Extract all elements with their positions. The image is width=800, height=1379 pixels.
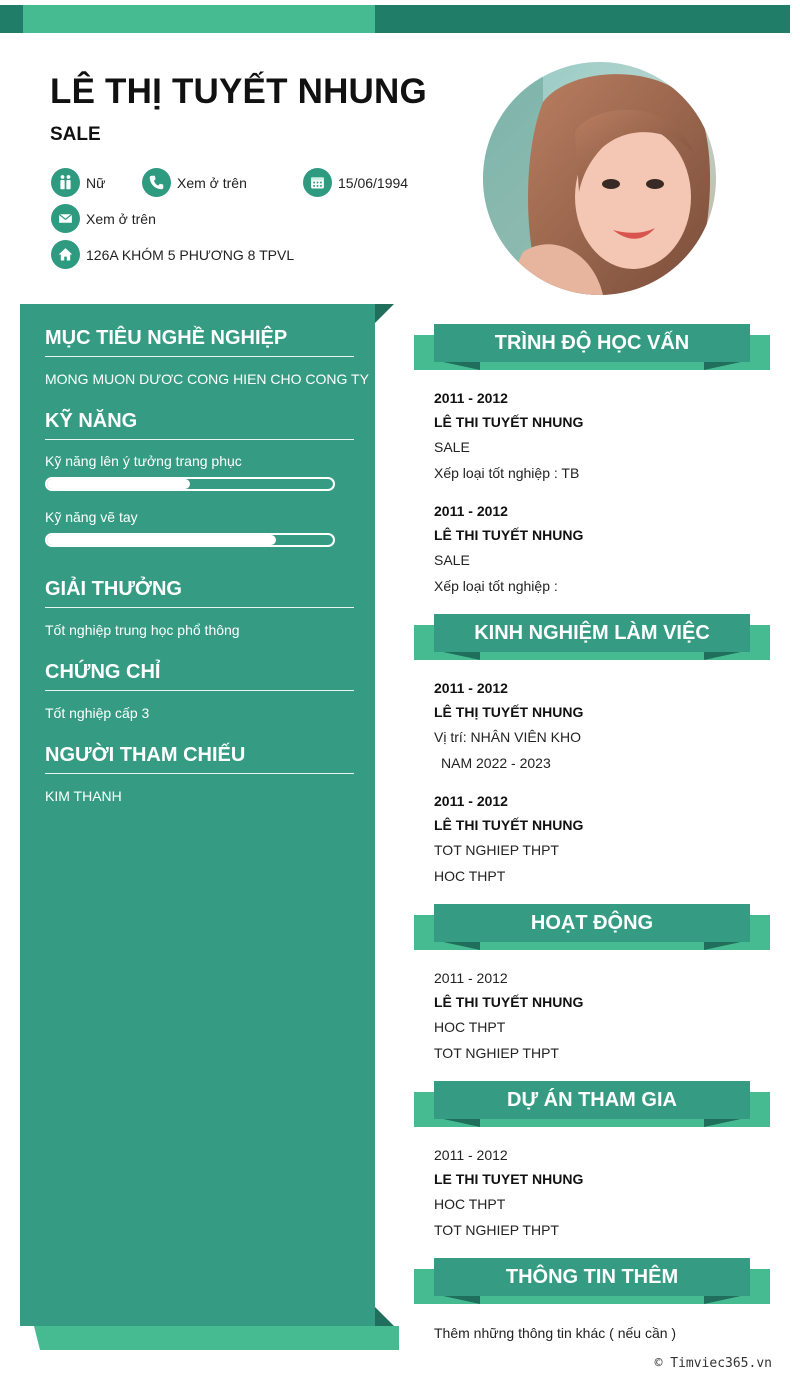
experience-time: 2011 - 2012 [434, 793, 508, 809]
education-line: SALE [434, 552, 470, 568]
top-bar-accent [23, 5, 375, 33]
email-icon [51, 204, 80, 233]
birthday-info [303, 168, 408, 197]
education-time: 2011 - 2012 [434, 390, 508, 406]
projects-line: HOC THPT [434, 1196, 506, 1212]
education-title: TRÌNH ĐỘ HỌC VẤN [434, 324, 750, 362]
phone-info [142, 168, 247, 197]
skill-bar [45, 533, 335, 547]
awards-text: Tốt nghiệp trung học phổ thông [45, 622, 240, 638]
certificates-title: CHỨNG CHỈ [45, 661, 354, 691]
home-icon [51, 240, 80, 269]
references-title: NGƯỜI THAM CHIẾU [45, 744, 354, 774]
phone-icon [142, 168, 171, 197]
certificates-text: Tốt nghiệp cấp 3 [45, 705, 150, 721]
objective-title: MỤC TIÊU NGHỀ NGHIỆP [45, 327, 354, 357]
left-column-fold [375, 304, 394, 323]
projects-name: LE THI TUYET NHUNG [434, 1171, 584, 1187]
activities-time: 2011 - 2012 [434, 970, 508, 986]
email-info [51, 204, 156, 233]
additional-title: THÔNG TIN THÊM [434, 1258, 750, 1296]
education-name: LÊ THI TUYẾT NHUNG [434, 414, 584, 430]
candidate-name: LÊ THỊ TUYẾT NHUNG [50, 72, 427, 111]
projects-time: 2011 - 2012 [434, 1147, 508, 1163]
projects-line: TOT NGHIEP THPT [434, 1222, 559, 1238]
top-bar [0, 5, 790, 33]
experience-line: TOT NGHIEP THPT [434, 842, 559, 858]
phone-value: Xem ở trên [177, 174, 247, 191]
gender-info [51, 168, 105, 197]
education-line: Xếp loại tốt nghiệp : [434, 578, 558, 594]
experience-line: HOC THPT [434, 868, 506, 884]
left-column-fold-bottom [375, 1307, 394, 1326]
awards-title: GIẢI THƯỞNG [45, 578, 354, 608]
skill-bar-fill [47, 535, 276, 545]
profile-photo [483, 62, 716, 295]
activities-line: TOT NGHIEP THPT [434, 1045, 559, 1061]
skill-bar-fill [47, 479, 190, 489]
additional-text: Thêm những thông tin khác ( nếu cần ) [434, 1325, 677, 1341]
address-info [51, 240, 294, 269]
footer-copyright: © Timviec365.vn [654, 1356, 772, 1371]
activities-line: HOC THPT [434, 1019, 506, 1035]
birthday-value: 15/06/1994 [338, 174, 409, 191]
left-column-ribbon [34, 1326, 399, 1350]
gender-icon [51, 168, 80, 197]
calendar-icon [303, 168, 332, 197]
skill-label: Kỹ năng lên ý tưởng trang phục [45, 453, 242, 469]
experience-line: NAM 2022 - 2023 [441, 755, 551, 771]
projects-title: DỰ ÁN THAM GIA [434, 1081, 750, 1119]
skill-label: Kỹ năng vẽ tay [45, 509, 138, 525]
experience-time: 2011 - 2012 [434, 680, 508, 696]
education-line: Xếp loại tốt nghiệp : TB [434, 465, 580, 481]
activities-name: LÊ THI TUYẾT NHUNG [434, 994, 584, 1010]
experience-name: LÊ THI TUYẾT NHUNG [434, 817, 584, 833]
experience-line: Vị trí: NHÂN VIÊN KHO [434, 729, 582, 745]
address-value: 126A KHÓM 5 PHƯƠNG 8 TPVL [86, 246, 295, 263]
email-value: Xem ở trên [86, 210, 156, 227]
job-title: SALE [50, 124, 101, 145]
education-line: SALE [434, 439, 470, 455]
references-text: KIM THANH [45, 788, 122, 804]
experience-title: KINH NGHIỆM LÀM VIỆC [434, 614, 750, 652]
skill-bar [45, 477, 335, 491]
experience-name: LÊ THỊ TUYẾT NHUNG [434, 704, 584, 720]
gender-value: Nữ [86, 174, 106, 191]
education-name: LÊ THI TUYẾT NHUNG [434, 527, 584, 543]
objective-text: MONG MUON DƯƠC CONG HIEN CHO CONG TY [45, 371, 369, 387]
education-time: 2011 - 2012 [434, 503, 508, 519]
skills-title: KỸ NĂNG [45, 410, 354, 440]
activities-title: HOẠT ĐỘNG [434, 904, 750, 942]
